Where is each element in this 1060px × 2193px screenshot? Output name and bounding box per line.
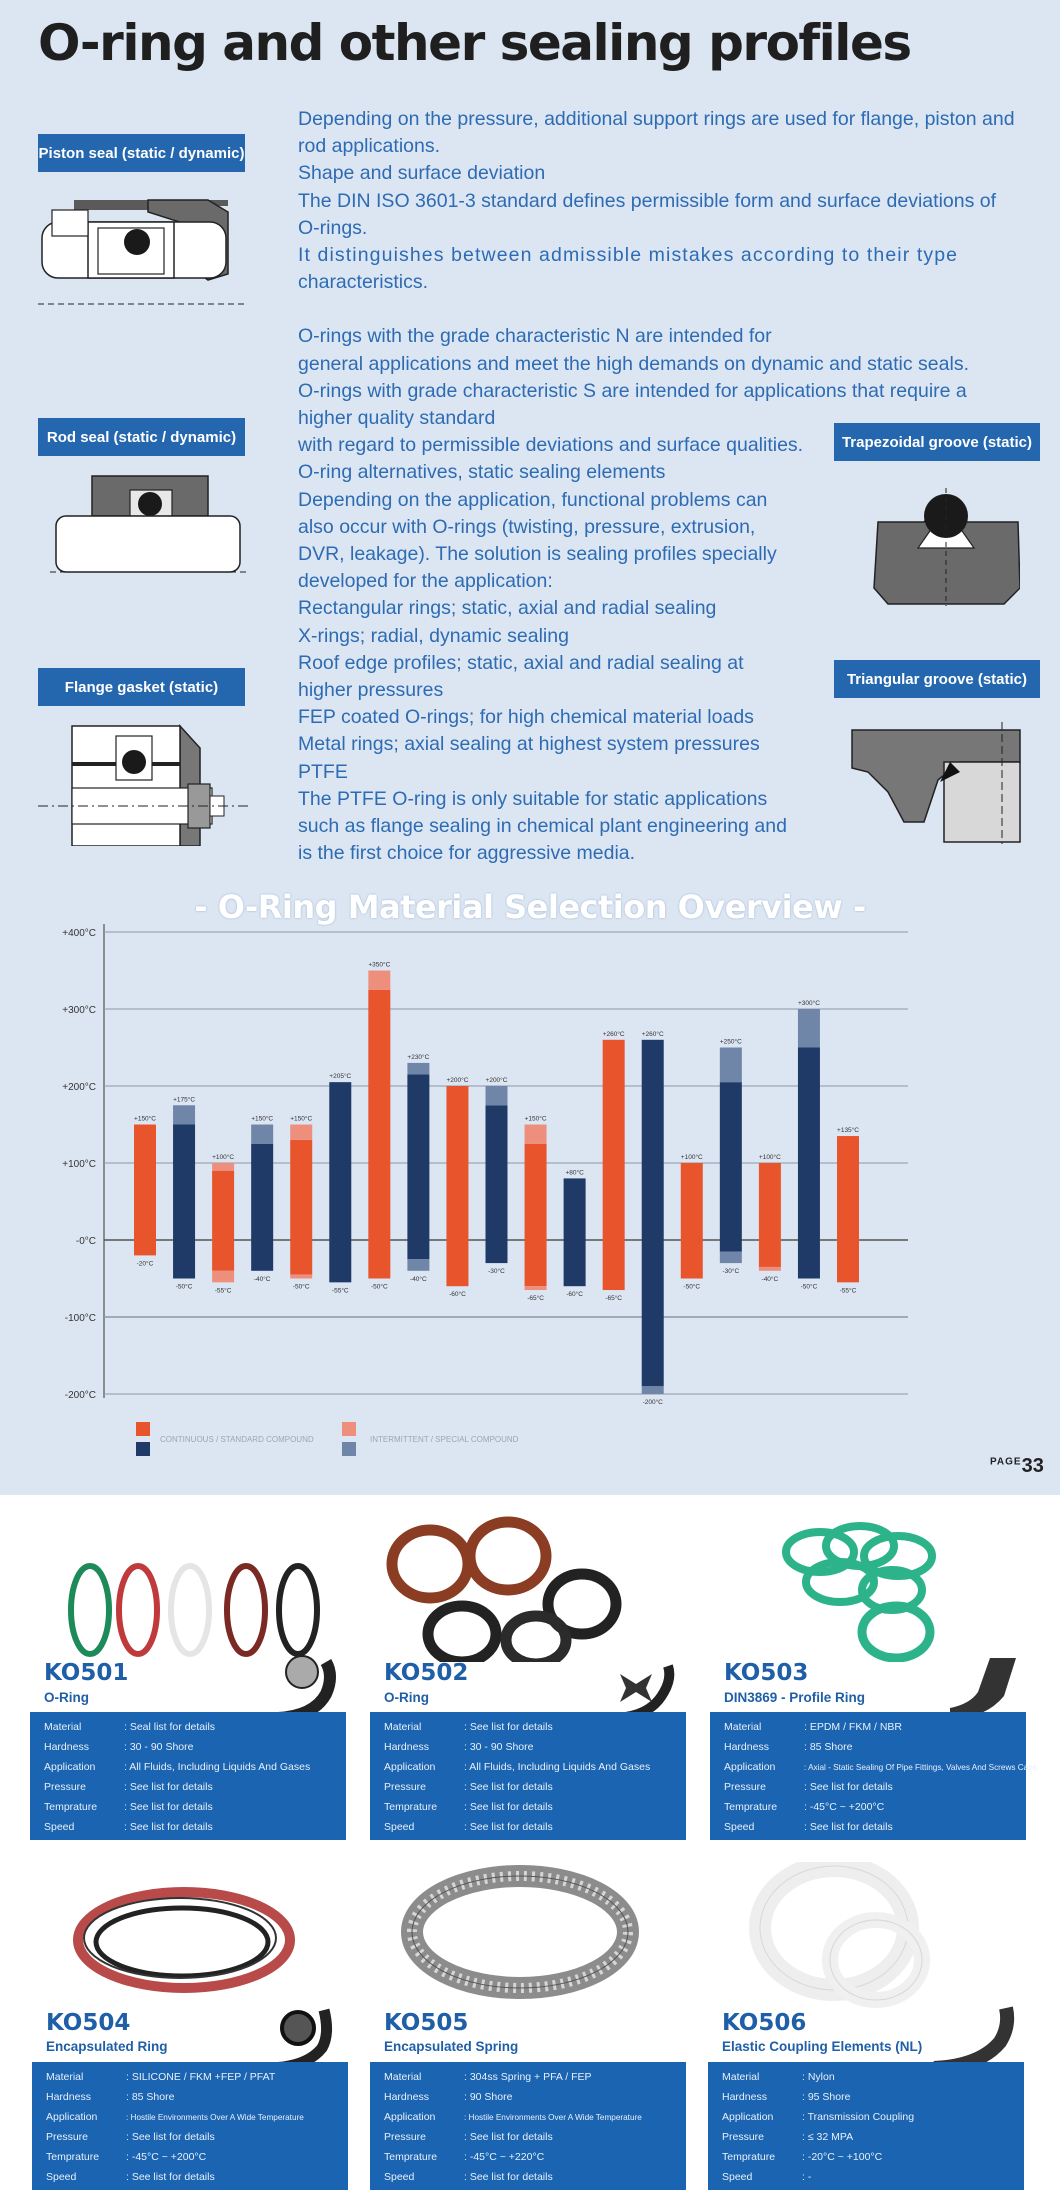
spec-row bbox=[32, 2088, 348, 2108]
spec-key: Pressure bbox=[724, 1781, 767, 1793]
spec-row bbox=[30, 1778, 346, 1798]
bar-bottom-label: -55°C bbox=[214, 1287, 232, 1295]
bar-intermittent-high bbox=[486, 1086, 508, 1105]
y-tick-label: -200°C bbox=[64, 1390, 96, 1401]
spec-value: : Transmission Coupling bbox=[802, 2111, 915, 2123]
spec-value: : All Fluids, Including Liquids And Gases bbox=[124, 1761, 311, 1773]
bar-intermittent-low bbox=[407, 1259, 429, 1271]
spec-value: : - bbox=[802, 2171, 812, 2183]
spec-key: Application bbox=[46, 2111, 98, 2123]
spec-key: Pressure bbox=[384, 2131, 427, 2143]
chart-title: - O-Ring Material Selection Overview - bbox=[194, 888, 866, 926]
spec-key: Pressure bbox=[722, 2131, 765, 2143]
spec-row bbox=[708, 2088, 1024, 2108]
o-ring-set-image bbox=[30, 1512, 346, 1662]
bar-bottom-label: -30°C bbox=[488, 1268, 505, 1276]
spec-row bbox=[710, 1718, 1026, 1738]
bar-continuous bbox=[446, 1086, 468, 1286]
spec-row bbox=[710, 1818, 1026, 1838]
material-temperature-chart bbox=[0, 900, 1060, 1460]
bar-top-label: +135°C bbox=[837, 1127, 859, 1135]
bar-continuous bbox=[603, 1040, 625, 1290]
bar-top-label: +350°C bbox=[368, 961, 391, 969]
encapsulated-ring-image bbox=[32, 1862, 348, 2012]
body-line: Metal rings; axial sealing at highest system pressures bbox=[298, 733, 760, 756]
spec-value: : See list for details bbox=[464, 1821, 553, 1833]
body-line: O-rings with the grade characteristic N are intended for bbox=[298, 325, 772, 348]
spec-row bbox=[370, 1758, 686, 1778]
rod-seal-diagram bbox=[50, 472, 246, 576]
bar-intermittent-low bbox=[720, 1252, 742, 1264]
rod-seal-label: Rod seal (static / dynamic) bbox=[38, 418, 245, 456]
bar-continuous bbox=[290, 1140, 312, 1275]
bar-bottom-label: -50°C bbox=[292, 1283, 310, 1291]
bar-continuous bbox=[759, 1163, 781, 1267]
body-line: is the first choice for aggressive media. bbox=[298, 842, 636, 865]
spec-value: : 95 Shore bbox=[802, 2091, 851, 2103]
product-name: O-Ring bbox=[44, 1690, 89, 1705]
spec-value: : See list for details bbox=[126, 2171, 215, 2183]
bar-intermittent-low bbox=[290, 1275, 312, 1279]
product-name: Elastic Coupling Elements (NL) bbox=[722, 2039, 923, 2054]
spec-value: : 30 - 90 Shore bbox=[464, 1741, 534, 1753]
bar-continuous bbox=[798, 1048, 820, 1279]
spec-key: Temprature bbox=[724, 1801, 778, 1813]
bar-bottom-label: -50°C bbox=[175, 1283, 193, 1291]
y-tick-label: -100°C bbox=[64, 1313, 96, 1324]
spec-value: : See list for details bbox=[124, 1801, 213, 1813]
spec-value: : Axial - Static Sealing Of Pipe Fittings, Valves And Screws Caps bbox=[804, 1763, 1037, 1772]
product-code: KO505 bbox=[384, 2010, 469, 2036]
body-line: also occur with O-rings (twisting, pressure, extrusion, bbox=[298, 515, 756, 538]
spec-value: : See list for details bbox=[464, 1781, 553, 1793]
bar-continuous bbox=[642, 1040, 664, 1387]
body-line: rod applications. bbox=[298, 135, 441, 158]
spec-key: Hardness bbox=[384, 2091, 429, 2103]
bar-bottom-label: -40°C bbox=[761, 1275, 779, 1283]
page-title: O-ring and other sealing profiles bbox=[38, 14, 911, 72]
body-line: Rectangular rings; static, axial and radial sealing bbox=[298, 597, 717, 620]
bar-continuous bbox=[564, 1178, 586, 1286]
spec-key: Temprature bbox=[44, 1801, 98, 1813]
bar-intermittent-high bbox=[251, 1125, 273, 1144]
body-text bbox=[298, 106, 1018, 867]
bar-bottom-label: -50°C bbox=[800, 1283, 818, 1291]
spec-table bbox=[710, 1712, 1037, 1840]
spec-key: Pressure bbox=[46, 2131, 89, 2143]
bar-top-label: +260°C bbox=[602, 1030, 625, 1038]
spec-row bbox=[30, 1798, 346, 1818]
profile-ring-set-image bbox=[710, 1512, 1026, 1662]
y-tick-label: +200°C bbox=[62, 1082, 96, 1093]
bar-top-label: +260°C bbox=[641, 1030, 664, 1038]
body-line: The DIN ISO 3601-3 standard defines permissible form and surface deviations of bbox=[298, 189, 997, 212]
spec-value: : Hostile Environments Over A Wide Temperature bbox=[464, 2113, 642, 2122]
bar-intermittent-high bbox=[720, 1048, 742, 1083]
spec-row bbox=[32, 2128, 348, 2148]
spec-key: Hardness bbox=[384, 1741, 429, 1753]
product-card[interactable] bbox=[30, 1512, 346, 1842]
bar-bottom-label: -55°C bbox=[331, 1287, 349, 1295]
bar-intermittent-low bbox=[759, 1267, 781, 1271]
spec-key: Speed bbox=[384, 2171, 415, 2183]
bar-intermittent-high bbox=[407, 1063, 429, 1075]
bar-continuous bbox=[720, 1082, 742, 1251]
body-line: Depending on the pressure, additional support rings are used for flange, piston and bbox=[298, 108, 1015, 130]
bar-intermittent-high bbox=[525, 1125, 547, 1144]
spec-value: : Nylon bbox=[802, 2071, 835, 2083]
bar-top-label: +100°C bbox=[758, 1154, 781, 1161]
bar-bottom-label: -50°C bbox=[370, 1283, 388, 1291]
spec-value: : 304ss Spring + PFA / FEP bbox=[464, 2071, 592, 2083]
spec-key: Speed bbox=[46, 2171, 77, 2183]
spec-key: Material bbox=[44, 1721, 82, 1733]
spec-key: Material bbox=[46, 2071, 84, 2083]
body-line: DVR, leakage). The solution is sealing profiles specially bbox=[298, 543, 777, 566]
spec-row bbox=[708, 2068, 1024, 2088]
product-code: KO503 bbox=[724, 1660, 809, 1686]
body-line: O-ring alternatives, static sealing elements bbox=[298, 461, 666, 484]
bar-intermittent-low bbox=[525, 1286, 547, 1290]
legend-swatch-intermittent bbox=[342, 1422, 356, 1436]
bar-top-label: +200°C bbox=[446, 1077, 469, 1084]
bar-top-label: +100°C bbox=[680, 1154, 703, 1161]
spec-row bbox=[710, 1798, 1026, 1818]
flange-gasket-diagram bbox=[38, 722, 250, 846]
spec-row bbox=[370, 2108, 686, 2128]
page-number bbox=[990, 1455, 1044, 1478]
bar-bottom-label: -40°C bbox=[410, 1275, 427, 1283]
product-card[interactable] bbox=[710, 1512, 1037, 1842]
product-name: O-Ring bbox=[384, 1690, 429, 1705]
spec-value: : -45°C ~ +200°C bbox=[126, 2151, 207, 2163]
spec-row bbox=[30, 1738, 346, 1758]
product-name: DIN3869 - Profile Ring bbox=[724, 1690, 866, 1705]
spec-key: Application bbox=[384, 2111, 436, 2123]
spec-key: Material bbox=[384, 2071, 422, 2083]
spec-key: Material bbox=[384, 1721, 422, 1733]
spec-value: : See list for details bbox=[464, 1801, 553, 1813]
legend-swatch-continuous bbox=[136, 1442, 150, 1456]
spec-value: : EPDM / FKM / NBR bbox=[804, 1721, 903, 1733]
spec-table bbox=[32, 2062, 348, 2190]
spec-row bbox=[370, 1818, 686, 1838]
spec-value: : 30 - 90 Shore bbox=[124, 1741, 194, 1753]
bar-bottom-label: -65°C bbox=[605, 1295, 623, 1303]
bar-top-label: +300°C bbox=[797, 1000, 820, 1007]
spec-value: : See list for details bbox=[464, 1721, 553, 1733]
body-line: higher pressures bbox=[298, 679, 444, 702]
spec-key: Application bbox=[724, 1761, 776, 1773]
spec-key: Application bbox=[384, 1761, 436, 1773]
spec-key: Speed bbox=[44, 1821, 75, 1833]
spec-row bbox=[710, 1738, 1026, 1758]
spec-key: Temprature bbox=[384, 2151, 438, 2163]
bar-top-label: +205°C bbox=[329, 1073, 352, 1081]
bar-top-label: +175°C bbox=[173, 1096, 196, 1104]
product-name: Encapsulated Spring bbox=[384, 2039, 519, 2054]
spec-key: Pressure bbox=[44, 1781, 87, 1793]
trapezoidal-groove-label: Trapezoidal groove (static) bbox=[834, 423, 1040, 461]
bar-top-label: +150°C bbox=[134, 1115, 156, 1123]
body-line: FEP coated O-rings; for high chemical material loads bbox=[298, 706, 754, 729]
body-line: The PTFE O-ring is only suitable for static applications bbox=[298, 787, 768, 810]
bar-bottom-label: -60°C bbox=[566, 1291, 583, 1299]
legend-swatch-continuous bbox=[136, 1422, 150, 1436]
bar-bottom-label: -30°C bbox=[722, 1268, 740, 1276]
product-name: Encapsulated Ring bbox=[46, 2039, 168, 2054]
spec-value: : See list for details bbox=[124, 1821, 213, 1833]
piston-seal-diagram bbox=[38, 188, 248, 308]
bar-continuous bbox=[368, 990, 390, 1279]
spec-key: Material bbox=[724, 1721, 762, 1733]
product-code: KO504 bbox=[46, 2010, 131, 2036]
bar-top-label: +230°C bbox=[407, 1053, 430, 1061]
bar-top-label: +150°C bbox=[524, 1115, 547, 1123]
body-line: with regard to permissible deviations and surface qualities. bbox=[298, 434, 804, 457]
spec-value: : -20°C ~ +100°C bbox=[802, 2151, 883, 2163]
triangular-groove-label: Triangular groove (static) bbox=[834, 660, 1040, 698]
spec-row bbox=[370, 2088, 686, 2108]
y-tick-label: +400°C bbox=[62, 928, 96, 939]
y-tick-label: +300°C bbox=[62, 1005, 96, 1016]
bar-continuous bbox=[837, 1136, 859, 1282]
spec-value: : Hostile Environments Over A Wide Temperature bbox=[126, 2113, 304, 2122]
spec-row bbox=[370, 1718, 686, 1738]
coupling-elements-image bbox=[708, 1862, 1024, 2012]
y-tick-label: -0°C bbox=[75, 1236, 96, 1247]
spec-value: : All Fluids, Including Liquids And Gases bbox=[464, 1761, 651, 1773]
spec-key: Hardness bbox=[46, 2091, 91, 2103]
spec-row bbox=[30, 1818, 346, 1838]
spec-value: : See list for details bbox=[126, 2131, 215, 2143]
bar-continuous bbox=[486, 1105, 508, 1263]
bar-bottom-label: -40°C bbox=[253, 1275, 271, 1283]
spec-row bbox=[708, 2148, 1024, 2168]
bar-intermittent-low bbox=[212, 1271, 234, 1283]
spec-row bbox=[32, 2068, 348, 2088]
bar-bottom-label: -60°C bbox=[449, 1291, 466, 1299]
encapsulated-spring-image bbox=[370, 1862, 686, 2012]
body-line: higher quality standard bbox=[298, 407, 496, 430]
spec-row bbox=[370, 2068, 686, 2088]
spec-key: Speed bbox=[384, 1821, 415, 1833]
product-card[interactable] bbox=[708, 1862, 1024, 2192]
product-code: KO502 bbox=[384, 1660, 469, 1686]
spec-value: : 85 Shore bbox=[126, 2091, 175, 2103]
product-card[interactable] bbox=[370, 1862, 686, 2192]
body-line: Shape and surface deviation bbox=[298, 162, 546, 185]
body-line: O-rings with grade characteristic S are intended for applications that require a bbox=[298, 379, 967, 402]
body-line: such as flange sealing in chemical plant engineering and bbox=[298, 815, 787, 838]
bar-intermittent-high bbox=[173, 1105, 195, 1124]
spec-row bbox=[370, 1798, 686, 1818]
spec-value: : See list for details bbox=[464, 2171, 553, 2183]
product-card[interactable] bbox=[370, 1512, 686, 1842]
bar-bottom-label: -200°C bbox=[642, 1399, 663, 1406]
legend-label: INTERMITTENT / SPECIAL COMPOUND bbox=[370, 1435, 519, 1444]
bar-continuous bbox=[134, 1125, 156, 1256]
bar-continuous bbox=[212, 1171, 234, 1271]
spec-row bbox=[32, 2108, 348, 2128]
spec-value: : SILICONE / FKM +FEP / PFAT bbox=[126, 2071, 276, 2083]
body-line: characteristics. bbox=[298, 271, 429, 294]
spec-row bbox=[708, 2128, 1024, 2148]
legend-swatch-intermittent bbox=[342, 1442, 356, 1456]
spec-row bbox=[370, 2128, 686, 2148]
body-line: X-rings; radial, dynamic sealing bbox=[298, 624, 569, 647]
spec-value: : 85 Shore bbox=[804, 1741, 853, 1753]
bar-intermittent-high bbox=[290, 1125, 312, 1140]
spec-key: Application bbox=[722, 2111, 774, 2123]
spec-value: : Seal list for details bbox=[124, 1721, 216, 1733]
spec-key: Speed bbox=[722, 2171, 753, 2183]
spec-key: Pressure bbox=[384, 1781, 427, 1793]
spec-table bbox=[708, 2062, 1024, 2190]
y-tick-label: +100°C bbox=[62, 1159, 96, 1170]
spec-value: : See list for details bbox=[804, 1821, 893, 1833]
spec-key: Application bbox=[44, 1761, 96, 1773]
bar-continuous bbox=[407, 1074, 429, 1259]
bar-intermittent-high bbox=[368, 971, 390, 990]
spec-value: : ≤ 32 MPA bbox=[802, 2131, 854, 2143]
bar-top-label: +100°C bbox=[212, 1154, 235, 1161]
spec-value: : -45°C ~ +200°C bbox=[804, 1801, 885, 1813]
spec-row bbox=[370, 2168, 686, 2188]
bar-intermittent-high bbox=[212, 1163, 234, 1171]
bar-continuous bbox=[251, 1144, 273, 1271]
flange-gasket-label: Flange gasket (static) bbox=[38, 668, 245, 706]
spec-row bbox=[370, 2148, 686, 2168]
page-number-value: 33 bbox=[1021, 1455, 1044, 1477]
bar-top-label: +150°C bbox=[251, 1115, 274, 1123]
spec-row bbox=[370, 1738, 686, 1758]
bar-bottom-label: -20°C bbox=[136, 1260, 154, 1268]
spec-value: : 90 Shore bbox=[464, 2091, 513, 2103]
x-ring-set-image bbox=[370, 1512, 686, 1662]
spec-key: Temprature bbox=[722, 2151, 776, 2163]
spec-row bbox=[708, 2108, 1024, 2128]
legend-label: CONTINUOUS / STANDARD COMPOUND bbox=[160, 1435, 314, 1444]
spec-row bbox=[708, 2168, 1024, 2188]
bar-bottom-label: -65°C bbox=[527, 1295, 544, 1303]
piston-seal-label: Piston seal (static / dynamic) bbox=[38, 134, 245, 172]
body-line: general applications and meet the high demands on dynamic and static seals. bbox=[298, 352, 969, 375]
product-code: KO501 bbox=[44, 1660, 129, 1686]
body-line: developed for the application: bbox=[298, 570, 553, 593]
bar-bottom-label: -55°C bbox=[839, 1287, 857, 1295]
bar-continuous bbox=[681, 1163, 703, 1279]
bar-top-label: +80°C bbox=[565, 1169, 584, 1177]
body-line: It distinguishes between admissible mistakes according to their type bbox=[298, 244, 959, 267]
spec-row bbox=[32, 2148, 348, 2168]
bar-continuous bbox=[525, 1144, 547, 1286]
spec-key: Hardness bbox=[722, 2091, 767, 2103]
spec-row bbox=[710, 1758, 1037, 1778]
spec-row bbox=[30, 1718, 346, 1738]
spec-key: Hardness bbox=[44, 1741, 89, 1753]
spec-row bbox=[370, 1778, 686, 1798]
spec-row bbox=[30, 1758, 346, 1778]
spec-value: : See list for details bbox=[464, 2131, 553, 2143]
spec-key: Temprature bbox=[46, 2151, 100, 2163]
spec-key: Hardness bbox=[724, 1741, 769, 1753]
bar-bottom-label: -50°C bbox=[683, 1283, 701, 1291]
spec-key: Temprature bbox=[384, 1801, 438, 1813]
body-line: PTFE bbox=[298, 760, 348, 783]
bar-top-label: +150°C bbox=[290, 1115, 313, 1123]
spec-value: : See list for details bbox=[124, 1781, 213, 1793]
spec-row bbox=[710, 1778, 1026, 1798]
bar-top-label: +250°C bbox=[719, 1038, 742, 1046]
bar-intermittent-low bbox=[642, 1386, 664, 1394]
bar-top-label: +200°C bbox=[485, 1077, 508, 1084]
page-prefix: PAGE bbox=[990, 1456, 1022, 1468]
bar-continuous bbox=[329, 1082, 351, 1282]
spec-value: : See list for details bbox=[804, 1781, 893, 1793]
product-code: KO506 bbox=[722, 2010, 807, 2036]
spec-row bbox=[32, 2168, 348, 2188]
spec-value: : -45°C ~ +220°C bbox=[464, 2151, 545, 2163]
bar-intermittent-high bbox=[798, 1009, 820, 1048]
bar-continuous bbox=[173, 1125, 195, 1279]
product-card[interactable] bbox=[32, 1862, 348, 2192]
spec-key: Speed bbox=[724, 1821, 755, 1833]
spec-table bbox=[30, 1712, 346, 1840]
spec-key: Material bbox=[722, 2071, 760, 2083]
body-line: Depending on the application, functional problems can bbox=[298, 488, 768, 511]
spec-table bbox=[370, 1712, 686, 1840]
spec-table bbox=[370, 2062, 686, 2190]
body-line: O-rings. bbox=[298, 216, 368, 239]
body-line: Roof edge profiles; static, axial and radial sealing at bbox=[298, 651, 744, 674]
